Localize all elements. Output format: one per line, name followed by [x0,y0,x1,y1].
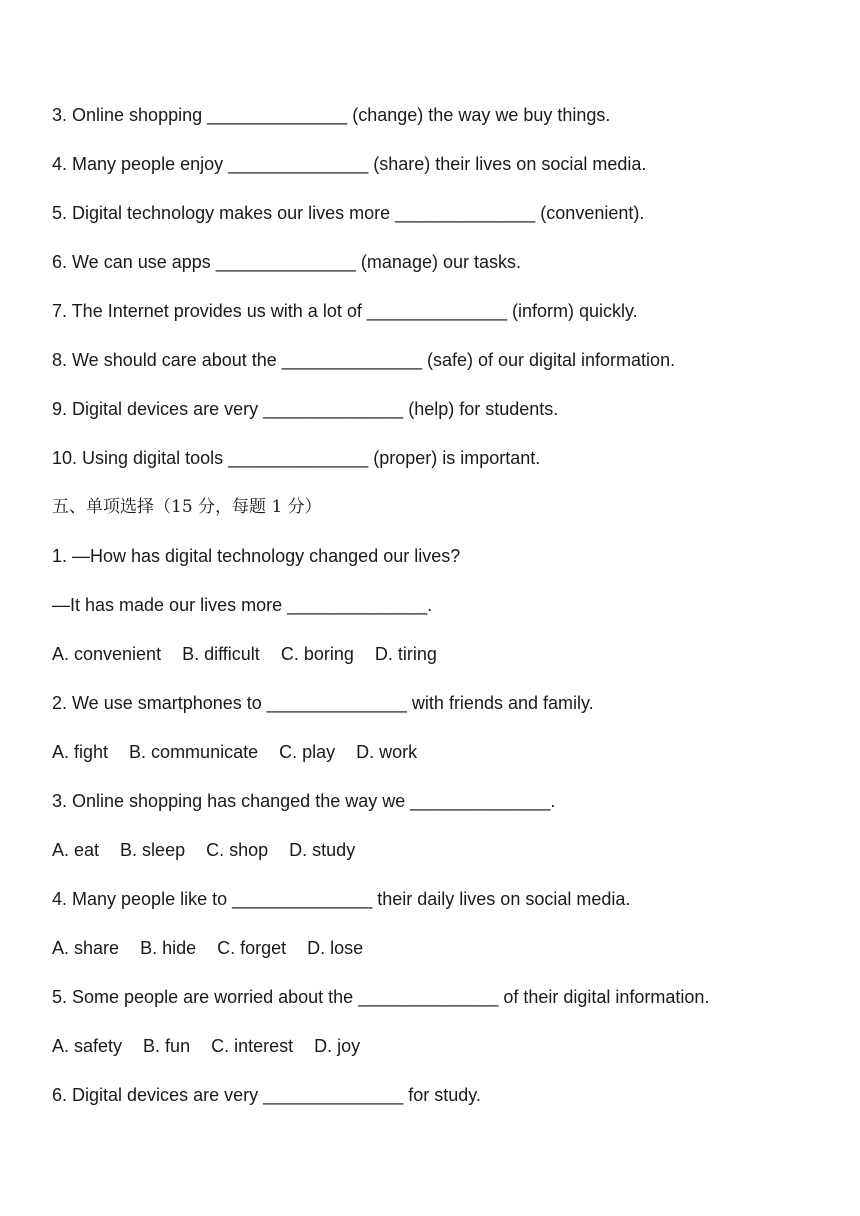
option-d: D. joy [314,1036,361,1056]
choice-question-3-options [52,835,842,884]
option-c: C. boring [280,644,354,664]
section-heading-multiple-choice: 五、单项选择（15 分，每题 1 分） [52,497,322,517]
option-d: D. tiring [374,644,437,664]
choice-question-2-options [52,737,842,786]
fill-in-question-10: 10. Using digital tools ______________ (proper) is important. [52,448,541,468]
option-d: D. study [289,840,356,860]
option-a: A. share [52,938,120,958]
fill-in-question-3: 3. Online shopping ______________ (change) the way we buy things. [52,105,611,125]
option-c: C. forget [217,938,287,958]
choice-question-6: 6. Digital devices are very ______________ for study. [52,1085,481,1105]
option-a: A. fight [52,742,109,762]
choice-question-1-line-1: 1. —How has digital technology changed our lives? [52,546,461,566]
fill-in-question-4: 4. Many people enjoy ______________ (share) their lives on social media. [52,154,647,174]
fill-in-question-8: 8. We should care about the ______________ (safe) of our digital information. [52,350,676,370]
choice-question-1-line-2: —It has made our lives more ______________. [52,595,433,615]
option-d: D. lose [307,938,364,958]
worksheet-page [52,100,842,1129]
choice-question-1-options [52,639,842,688]
option-d: D. work [356,742,418,762]
option-b: B. difficult [182,644,260,664]
option-b: B. fun [143,1036,191,1056]
option-a: A. convenient [52,644,162,664]
choice-question-5-options [52,1031,842,1080]
choice-question-2: 2. We use smartphones to ______________ with friends and family. [52,693,594,713]
option-b: B. hide [140,938,197,958]
fill-in-question-6: 6. We can use apps ______________ (manage) our tasks. [52,252,521,272]
choice-question-3: 3. Online shopping has changed the way we ______________. [52,791,556,811]
fill-in-question-7: 7. The Internet provides us with a lot of ______________ (inform) quickly. [52,301,638,321]
fill-in-question-9: 9. Digital devices are very ______________ (help) for students. [52,399,559,419]
choice-question-5: 5. Some people are worried about the ______________ of their digital information. [52,987,710,1007]
option-c: C. shop [206,840,269,860]
choice-question-4: 4. Many people like to ______________ their daily lives on social media. [52,889,631,909]
option-b: B. sleep [120,840,186,860]
option-a: A. eat [52,840,100,860]
option-c: C. interest [211,1036,294,1056]
option-b: B. communicate [129,742,259,762]
choice-question-4-options [52,933,842,982]
option-a: A. safety [52,1036,123,1056]
fill-in-question-5: 5. Digital technology makes our lives more ______________ (convenient). [52,203,645,223]
option-c: C. play [279,742,336,762]
